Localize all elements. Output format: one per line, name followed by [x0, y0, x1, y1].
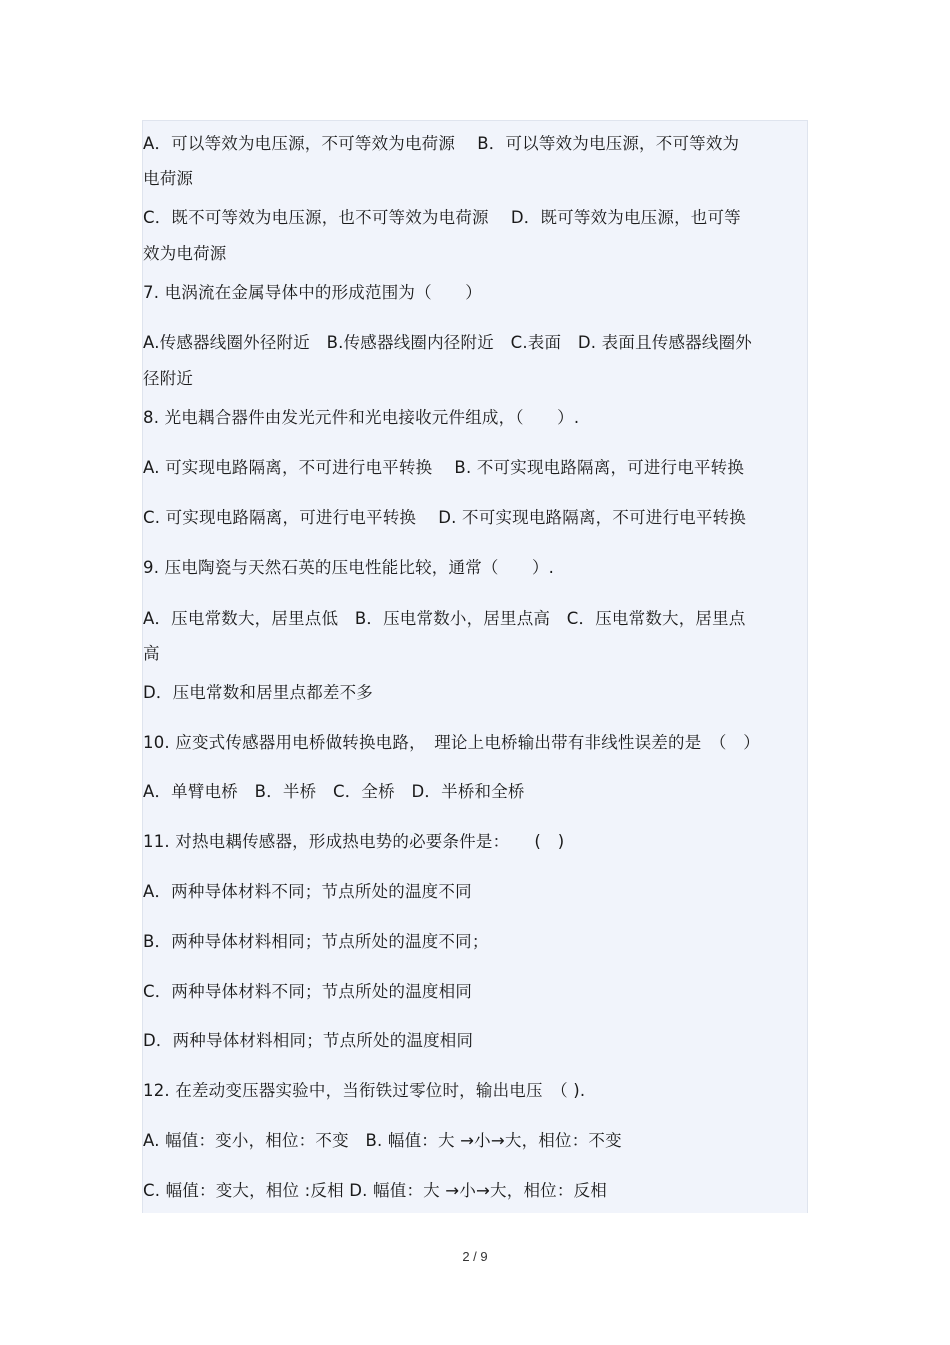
- text-line: A．压电常数大，居里点低 B．压电常数小，居里点高 C．压电常数大，居里点: [143, 609, 746, 628]
- text-line: C．两种导体材料不同；节点所处的温度相同: [143, 982, 473, 1001]
- question-11: 11. 对热电耦传感器，形成热电势的必要条件是： ( ): [143, 832, 565, 851]
- question-12: 12. 在差动变压器实验中，当衔铁过零位时，输出电压 （ ).: [143, 1081, 586, 1100]
- text-line: B．两种导体材料相同；节点所处的温度不同；: [143, 932, 489, 951]
- text-line: C．既不可等效为电压源，也不可等效为电荷源 D．既可等效为电压源，也可等: [143, 208, 741, 227]
- question-10: 10. 应变式传感器用电桥做转换电路， 理论上电桥输出带有非线性误差的是 （ ）: [143, 733, 760, 752]
- text-line: 电荷源: [143, 169, 194, 188]
- question-8: 8. 光电耦合器件由发光元件和光电接收元件组成，（ ）.: [143, 408, 580, 427]
- text-line: A．可以等效为电压源，不可等效为电荷源 B．可以等效为电压源，不可等效为: [143, 134, 740, 153]
- text-line: D．压电常数和居里点都差不多: [143, 683, 374, 702]
- page-number: 2 / 9: [462, 1249, 488, 1264]
- text-line: C. 可实现电路隔离，可进行电平转换 D. 不可实现电路隔离，不可进行电平转换: [143, 508, 746, 527]
- text-line: D．两种导体材料相同；节点所处的温度相同: [143, 1031, 474, 1050]
- text-line: A. 可实现电路隔离，不可进行电平转换 B. 不可实现电路隔离，可进行电平转换: [143, 458, 745, 477]
- text-line: C. 幅值：变大，相位 :反相 D. 幅值：大 →小→大，相位：反相: [143, 1181, 607, 1200]
- text-line: A. 幅值：变小，相位：不变 B. 幅值：大 →小→大，相位：不变: [143, 1131, 622, 1150]
- text-line: A.传感器线圈外径附近 B.传感器线圈内径附近 C.表面 D. 表面且传感器线圈外: [143, 333, 752, 352]
- text-line: 高: [143, 644, 160, 663]
- question-7: 7. 电涡流在金属导体中的形成范围为（ ）: [143, 283, 482, 302]
- text-line: A．两种导体材料不同；节点所处的温度不同: [143, 882, 472, 901]
- question-9: 9. 压电陶瓷与天然石英的压电性能比较，通常（ ）.: [143, 558, 555, 577]
- text-line: A．单臂电桥 B．半桥 C．全桥 D．半桥和全桥: [143, 782, 525, 801]
- text-line: 效为电荷源: [143, 244, 227, 263]
- text-line: 径附近: [143, 369, 194, 388]
